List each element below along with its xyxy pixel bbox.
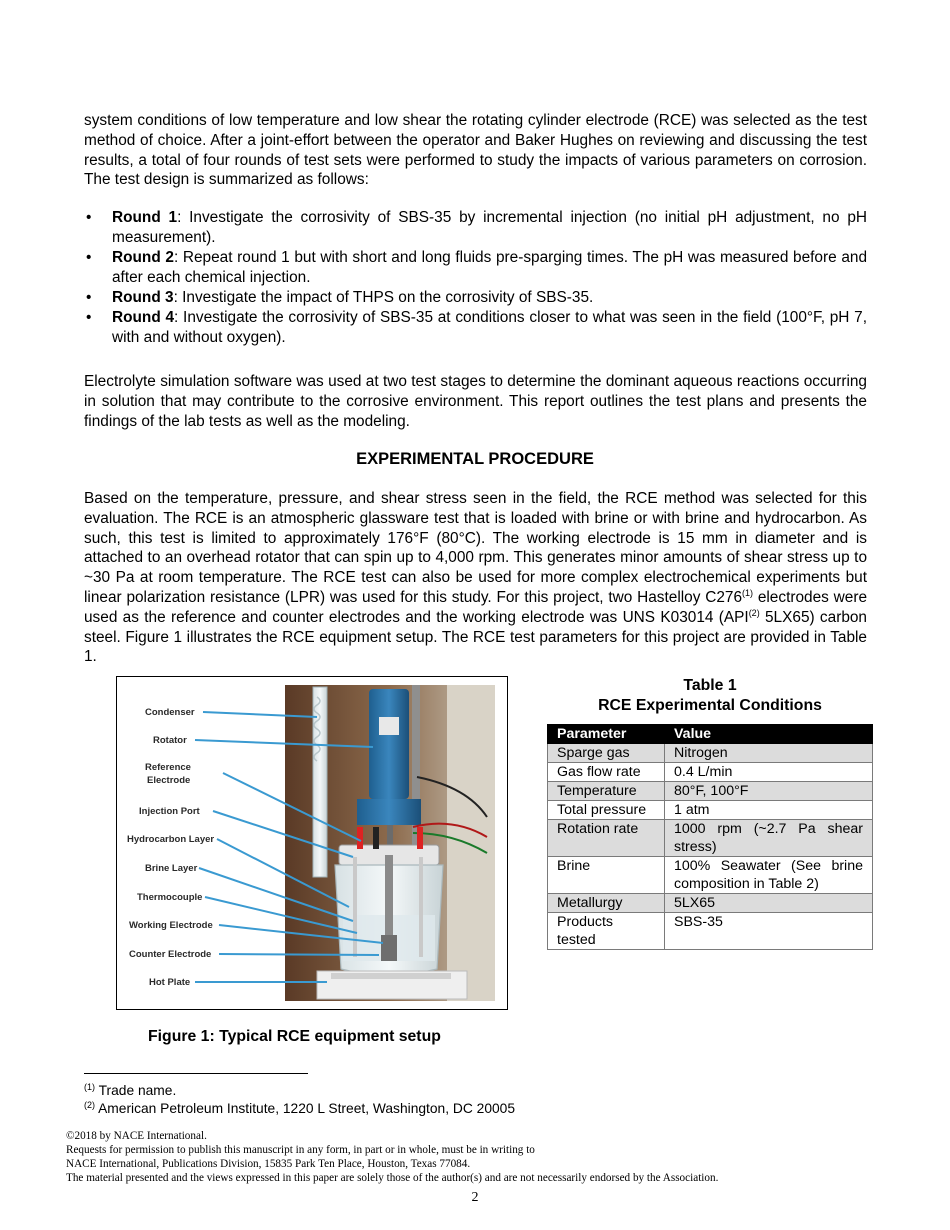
round-list [84,208,867,348]
label-thermocouple: Thermocouple [137,892,203,903]
rce-setup-illustration [117,677,507,1009]
bullet-icon: • [86,289,92,306]
bullet-icon: • [86,249,92,266]
table-row: Rotation rate 1000 rpm (~2.7 Pa shear stress) [548,820,873,857]
copyright-line: ©2018 by NACE International. [66,1130,207,1142]
leader-counter [219,954,379,955]
footnote-2: $^{(2)}$ American Petroleum Institute, 1220 L Street, Washington, DC 20005 [84,1100,516,1116]
footnote-1: $^{(1)}$ Trade name. [84,1082,177,1098]
round-label: Round 1 [112,209,178,226]
label-working-electrode: Working Electrode [129,920,213,931]
rotator-shape [369,689,409,799]
bullet-icon: • [86,209,92,226]
round-label: Round 4 [112,309,175,326]
procedure-paragraph: Based on the temperature, pressure, and shear stress seen in the field, the RCE method was selected for this evaluation. The RCE is an atmospheric glassware test that is loaded with brine or with brine and hydrocarbon. As such, this test is limited to approximately 176°F (80°C). The working electrode is 15 mm in diameter and is attached to an overhead rotator that can spin up to 4,000 rpm. This generates minor amounts of shear stress up to ~30 Pa at room temperature. The RCE test can also be used for more complex electrochemical experiments but linear polarization resistance (LPR) was used for this study. For this project, two Hastelloy C276$^{(1)}$ electrodes were used as the reference and counter electrodes and the working electrode was UNS K03014 (API$^{(2)}$ 5LX65) carbon steel. Figure 1 illustrates the RCE equipment setup. The RCE test parameters for this project are provided in Table 1. [84,490,867,666]
label-electrode: Electrode [147,775,191,786]
round-label: Round 3 [112,289,174,306]
table-row: Temperature 80°F, 100°F [548,782,873,801]
list-item [84,308,867,348]
label-condenser: Condenser [145,707,195,718]
table-row: Brine 100% Seawater (See brine composition in Table 2) [548,857,873,894]
bullet-icon: • [86,309,92,326]
rce-conditions-table [547,724,873,950]
table-caption [547,676,873,716]
list-item [84,208,867,248]
column-header-parameter: Parameter [548,725,665,744]
round-text: : Investigate the corrosivity of SBS-35 at conditions closer to what was seen in the field (100°F, pH 7, with and without oxygen). [112,309,867,346]
list-item [84,288,867,308]
table-title: RCE Experimental Conditions [598,697,822,714]
round-text: : Investigate the corrosivity of SBS-35 by incremental injection (no initial pH adjustment, no pH measurement). [112,209,868,246]
figure-caption: Figure 1: Typical RCE equipment setup [148,1028,441,1045]
electrolyte-paragraph: Electrolyte simulation software was used at two test stages to determine the dominant aqueous reactions occurring in solution that may contribute to the corrosive environment. This report outlines the test plans and presents the findings of the lab tests as well as the modeling. [84,373,867,430]
copyright-notice [66,1129,718,1185]
label-reference: Reference [145,762,191,773]
footnote-divider [84,1073,308,1074]
footnote-ref-2: (2) [748,607,760,618]
label-brine-layer: Brine Layer [145,863,198,874]
section-heading: EXPERIMENTAL PROCEDURE [356,450,594,468]
table-header-row [548,725,873,744]
column-header-value: Value [665,725,873,744]
address-line: NACE International, Publications Division, 15835 Park Ten Place, Houston, Texas 77084. [66,1158,471,1170]
label-hydrocarbon-layer: Hydrocarbon Layer [127,834,215,845]
label-injection-port: Injection Port [139,806,200,817]
list-item [84,248,867,288]
footnote-ref-1: (1) [742,587,754,598]
table-row: Total pressure 1 atm [548,801,873,820]
table-number: Table 1 [683,677,737,694]
label-hot-plate: Hot Plate [149,977,191,988]
page-number: 2 [471,1190,479,1205]
round-label: Round 2 [112,249,174,266]
label-rotator: Rotator [153,735,187,746]
table-row: Metallurgy 5LX65 [548,894,873,913]
round-text: : Repeat round 1 but with short and long fluids pre-sparging times. The pH was measured before and after each chemical injection. [112,249,867,286]
round-text: : Investigate the impact of THPS on the corrosivity of SBS-35. [173,289,594,306]
intro-paragraph: system conditions of low temperature and low shear the rotating cylinder electrode (RCE) was selected as the test method of choice. After a joint-effort between the operator and Baker Hughes on reviewing and discussing the test results, a total of four rounds of test sets were performed to study the impacts of various parameters on corrosion. The test design is summarized as follows: [84,112,867,189]
table-row: Products tested SBS-35 [548,913,873,950]
label-counter-electrode: Counter Electrode [129,949,212,960]
table-row: Sparge gas Nitrogen [548,744,873,763]
disclaimer-line: The material presented and the views expressed in this paper are solely those of the author(s) and are not necessarily endorsed by the Association. [66,1172,719,1184]
rce-setup-figure [116,676,508,1010]
permission-line: Requests for permission to publish this manuscript in any form, in part or in whole, must be in writing to [66,1144,535,1156]
table-row: Gas flow rate 0.4 L/min [548,763,873,782]
